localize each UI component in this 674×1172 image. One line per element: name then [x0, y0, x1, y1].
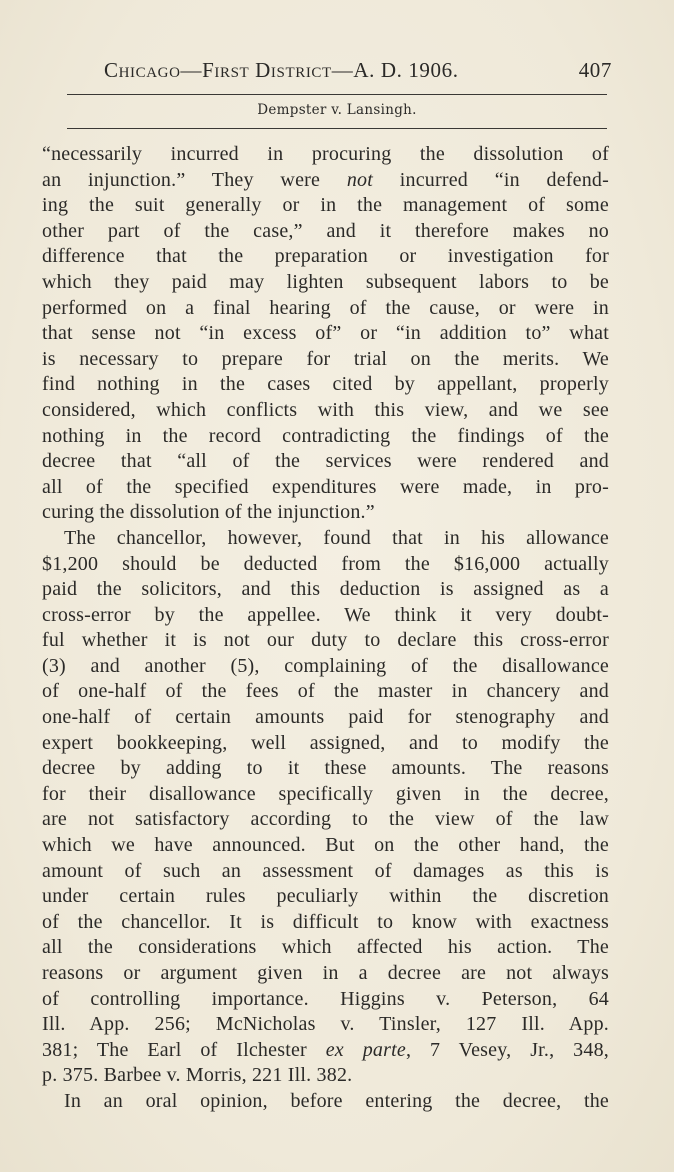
- text-run: , 7 Vesey, Jr., 348,: [405, 1038, 609, 1061]
- running-head: [104, 58, 612, 90]
- text-line: paid the solicitors, and this deduction is assigned as a: [42, 578, 609, 601]
- text-line: all the considerations which affected his action. The: [42, 936, 609, 959]
- text-line: for their disallowance specifically given in the decree,: [42, 782, 609, 805]
- text-line: one-half of certain amounts paid for stenography and: [42, 706, 609, 729]
- text-run: 381; The Earl of Ilchester: [42, 1038, 326, 1061]
- text-run: incurred “in defend-: [373, 168, 609, 191]
- header-rule-bottom: [67, 128, 607, 129]
- text-line: which we have announced. But on the other hand, the: [42, 834, 609, 857]
- text-line: that sense not “in excess of” or “in addition to” what: [42, 322, 609, 345]
- text-line: of one-half of the fees of the master in chancery and: [42, 680, 609, 703]
- text-line: [42, 168, 609, 194]
- italic-run: ex parte: [325, 1038, 406, 1061]
- text-line: “necessarily incurred in procuring the dissolution of: [42, 143, 609, 165]
- text-line: ful whether it is not our duty to declare this cross-error: [42, 629, 609, 652]
- text-line: amount of such an assessment of damages as this is: [42, 859, 609, 882]
- text-line: expert bookkeeping, well assigned, and to modify the: [42, 731, 609, 754]
- text-line: are not satisfactory according to the view of the law: [42, 808, 609, 831]
- text-line: considered, which conflicts with this view, and we see: [42, 398, 609, 421]
- page-number: 407: [578, 58, 612, 82]
- text-line: reasons or argument given in a decree are not always: [42, 962, 609, 984]
- text-line: find nothing in the cases cited by appellant, properly: [42, 373, 609, 396]
- text-line: ing the suit generally or in the management of some: [42, 194, 609, 217]
- running-title: Chicago—First District—A. D. 1906.: [104, 58, 459, 82]
- text-line: $1,200 should be deducted from the $16,000 actually: [42, 552, 609, 575]
- italic-run: not: [346, 168, 374, 191]
- text-line: Ill. App. 256; McNicholas v. Tinsler, 127 Ill. App.: [42, 1013, 609, 1036]
- text-line: of the chancellor. It is difficult to know with exactness: [42, 910, 609, 933]
- text-line: decree by adding to it these amounts. The reasons: [42, 757, 609, 780]
- text-line: [42, 1038, 609, 1064]
- text-line: cross-error by the appellee. We think it very doubt-: [42, 603, 609, 626]
- text-line: p. 375. Barbee v. Morris, 221 Ill. 382.: [42, 1064, 353, 1087]
- text-line: of controlling importance. Higgins v. Peterson, 64: [42, 987, 609, 1010]
- text-run: an injunction.” They were: [42, 168, 347, 191]
- case-caption: Dempster v. Lansingh.: [257, 102, 417, 118]
- text-line: (3) and another (5), complaining of the disallowance: [42, 654, 609, 677]
- text-line: difference that the preparation or investigation for: [42, 245, 609, 268]
- text-line: nothing in the record contradicting the findings of the: [42, 424, 609, 447]
- text-line: which they paid may lighten subsequent labors to be: [42, 270, 609, 293]
- text-line: other part of the case,” and it therefore makes no: [42, 219, 609, 242]
- text-line: In an oral opinion, before entering the decree, the: [64, 1089, 609, 1112]
- text-line: curing the dissolution of the injunction.”: [42, 501, 375, 524]
- text-line: under certain rules peculiarly within the discretion: [42, 885, 609, 908]
- text-line: all of the specified expenditures were made, in pro-: [42, 475, 609, 498]
- text-line: performed on a final hearing of the cause, or were in: [42, 296, 609, 319]
- text-line: decree that “all of the services were rendered and: [42, 450, 609, 473]
- header-rule-top: [67, 94, 607, 95]
- opinion-text: [42, 142, 609, 1115]
- text-line: is necessary to prepare for trial on the merits. We: [42, 347, 609, 370]
- text-line: The chancellor, however, found that in his allowance: [64, 526, 609, 549]
